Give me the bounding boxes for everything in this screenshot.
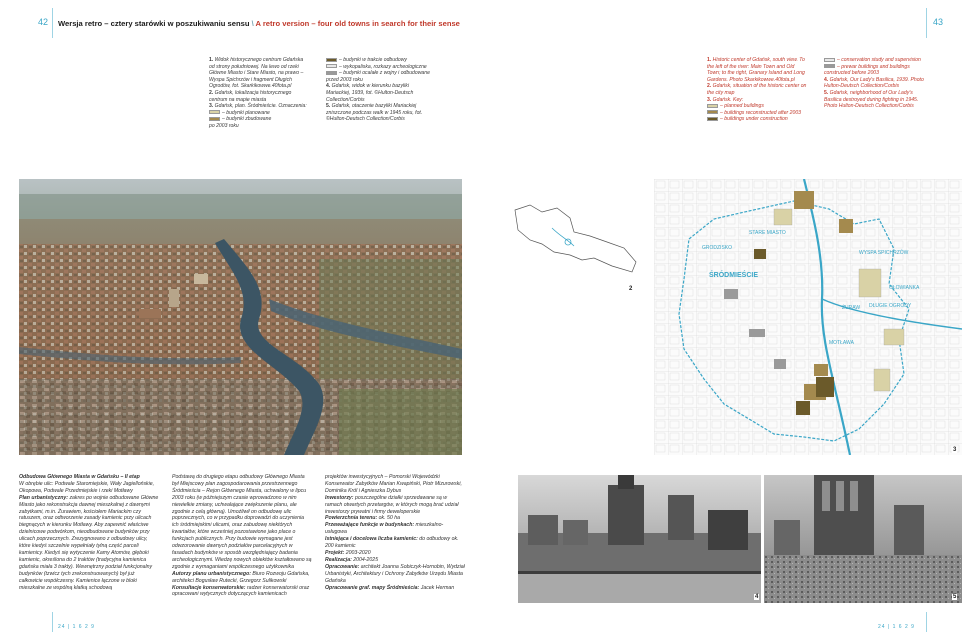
guide-line-right-bottom [926, 612, 927, 632]
map-label: ŻURAW [842, 305, 861, 311]
caption-legend-pl-1 [209, 110, 309, 130]
body-heading: Autorzy planu urbanistycznego: [172, 570, 251, 577]
legend-text: – wykopaliska, rozkazy archeologiczne [339, 63, 427, 70]
body-text: Jacek Herman [419, 584, 455, 591]
body-paragraph [19, 481, 159, 495]
body-heading: Plan urbanistyczny: [19, 494, 69, 501]
legend-swatch [209, 110, 220, 114]
body-paragraph [19, 495, 159, 592]
legend-text: – budynki w trakcie odbudowy [339, 57, 407, 63]
body-text: radzer konserwatorski oraz opracowani wytycznych dotyczących kamienicach [172, 584, 310, 598]
caption-column-3 [707, 57, 807, 123]
body-text: 2003-2020 [344, 549, 371, 556]
guide-line-right [926, 8, 927, 38]
caption-item [209, 90, 309, 103]
body-text: architekt Joanna Sobiczyk-Hornobin, Wydział Urbanistyki, Architektury i Ochrony Zabytków Urzędu Miasta Gdańska [325, 563, 465, 584]
caption-text: Gdańsk, lokalizacja historycznego centrum na mapie miasta [209, 89, 292, 103]
body-heading: Konsultacje konserwatorskie: [172, 584, 246, 591]
legend-item [326, 70, 431, 83]
body-text: ok. 50 ha [377, 515, 400, 522]
caption-item [707, 57, 807, 83]
caption-number: 5. [824, 89, 829, 96]
legend-text: – prewar buildings and buildings constructed before 2003 [824, 63, 910, 77]
caption-column-4 [824, 57, 928, 110]
legend-item [209, 123, 309, 130]
body-heading: Istniejąca i docelowa liczba kamienic: [325, 536, 418, 543]
title-separator: \ [249, 19, 256, 28]
legend-text: – conservation study and supervision [837, 57, 921, 63]
body-heading: Opracowanie graf. mapy Śródmieścia: [325, 584, 420, 591]
caption-number: 4. [824, 76, 829, 83]
body-paragraph [325, 474, 465, 495]
body-heading: Projekt: [325, 549, 345, 556]
caption-number: 4. [326, 83, 331, 90]
legend-item [209, 110, 309, 117]
caption-text: Gdańsk, situation of the historic center on the city map [707, 83, 807, 96]
guide-line-left-bottom [52, 612, 53, 632]
figure-number-4: 4 [755, 594, 759, 600]
page-number-left: 42 [38, 17, 49, 27]
legend-item [707, 116, 807, 123]
caption-list-en-1 [707, 57, 807, 103]
caption-text: Gdańsk. Key: [711, 96, 744, 103]
body-paragraph [19, 474, 159, 481]
caption-text: Gdańsk, widok w kierunku bazyliki Mariackiej, 1939, fot. ©Hulton-Deutsch Collection/Corbis [326, 83, 414, 103]
legend-swatch [824, 64, 835, 68]
body-heading: Inwestorzy: [325, 494, 354, 501]
body-text: do odbudowy ok. 200 kamienic [325, 536, 459, 550]
legend-text: – planned buildings [720, 103, 764, 110]
map-label: GRODZISKO [702, 245, 733, 251]
caption-item [209, 57, 309, 90]
legend-swatch [326, 64, 337, 68]
body-column-1 [19, 474, 159, 591]
map-label: STARE MIASTO [749, 230, 786, 236]
downtown-plan-map [654, 179, 962, 455]
body-paragraph [325, 564, 465, 585]
body-text: Biuro Rozwoju Gdańska, architekci Bogusław Rutecki, Grzegorz Sulikowski [172, 570, 310, 584]
legend-swatch [209, 117, 220, 121]
caption-number: 2. [707, 83, 712, 90]
body-text: 2004-2025 [351, 556, 379, 563]
body-paragraph [172, 571, 312, 585]
figure-number-2: 2 [629, 286, 633, 292]
caption-item [824, 77, 928, 90]
footer-left: 24 | 1 6 2 9 [58, 624, 95, 630]
caption-column-2 [326, 57, 431, 123]
legend-swatch [326, 71, 337, 75]
caption-text: Gdańsk, otaczenie bazyliki Mariackiej zniszczone podczas walk w 1945 roku, fot. ©Hulton-Deutsch Collection/Corbis [326, 103, 423, 123]
photo-basilica-ruins-1945 [764, 475, 962, 603]
aerial-photo-gdansk [19, 179, 462, 455]
legend-text: – budynki ocalałe z wojny i odbudowane przed 2003 roku [326, 70, 430, 83]
body-paragraph [325, 585, 465, 592]
legend-swatch [326, 58, 337, 62]
caption-number: 1. [209, 57, 214, 63]
map-label: DŁUGIE OGRODY [869, 303, 912, 309]
body-text: projektów inwestycyjnych – Pomorski Wojewódzki Konserwator Zabytków Marian Kwapiński, Piotr Mizurowski, Dominika Król i Agnieszka Dybus [325, 474, 462, 494]
caption-legend-pl-2 [326, 57, 431, 83]
caption-text: Gdańsk, Our Lady's Basilica, 1939. Photo Hulton-Deutsch Collection/Corbis [824, 76, 924, 90]
caption-item [209, 103, 309, 110]
legend-item [824, 57, 928, 64]
legend-text: – buildings under construction [720, 116, 788, 123]
footer-right: 24 | 1 6 2 9 [878, 624, 915, 630]
body-heading: Powierzchnia terenu: [325, 515, 378, 522]
body-paragraph [325, 495, 465, 516]
guide-line-left [52, 8, 53, 38]
body-paragraph [325, 557, 465, 564]
body-column-2 [172, 474, 312, 598]
page-number-right: 43 [933, 17, 944, 27]
body-paragraph [325, 550, 465, 557]
body-text: zakres po wojnie odbudowane Główne Miasto jako rekonstrukcja dawnej mieszkalnej z dawnymi zabytkami, m.in. Żurawiem, kościołem Mariackim czy ratuszem, oraz odtworzenie zasady kamienic przy ulicach biegnących w kierunku Motławy. Aby zapewnić właściwe dzielnicowe podwórkom, nieodbudowane budynków przy ulicach poprzecznych. Zrezygnowano z odbudowy ulicy, które kiedyś szczelnie wypełniały tylną część parceli kamienicy. Kiedyś się wytyczenie Kamy Atomów, głęboki kamienic, określona do 2 traktów (tradycyjna kamienica gdańska miała 3 trakty). Wewnętrzny podział funkcjonalny budynków (tzwicz tych zrekonstruowanych) był już całkowicie współczesny. Kamienice łączone w bloki mieszkalne ze wspólną klatką schodową [19, 494, 159, 591]
caption-item [326, 103, 431, 123]
body-heading: Odbudowa Głównego Miasta w Gdańsku – II etap [19, 474, 140, 480]
body-heading: Opracowanie: [325, 563, 360, 570]
body-paragraph [325, 515, 465, 522]
legend-swatch [707, 104, 718, 108]
caption-column-1 [209, 57, 309, 130]
caption-number: 3. [209, 103, 214, 110]
caption-text: Historic center of Gdańsk, south view. To the left of the river: Main Town and Old Town; to the right, Granary Island and Long Gardens. Photo Skarkikowwe.40fota.pl [707, 57, 805, 83]
caption-list-pl-1 [209, 57, 309, 110]
caption-item [326, 83, 431, 103]
body-text: W obrębie ulic: Podwale Staromiejskie, Wały Jagiellońskie, Okopowa, Podwale Przedmiejskie i rzeki Motławy [19, 480, 155, 494]
legend-swatch [824, 58, 835, 62]
caption-legend-en-1 [707, 103, 807, 123]
map-label: ŚRÓDMIEŚCIE [709, 272, 759, 279]
legend-item [707, 103, 807, 110]
caption-number: 3. [707, 96, 712, 103]
caption-text: Gdańsk, neighborhood of Our Lady's Basilica destroyed during fighting in 1945. Photo Hulton-Deutsch Collection/Corbis [824, 89, 919, 110]
caption-item [824, 90, 928, 110]
body-text: Podstawą do drugiego etapu odbudowy Głównego Miasta był Miejscowy plan zagospodarowania przestrzennego Śródmieścia – Rejon Głównego Miasta, uchwalony w lipcu 2003 roku (w późniejszym czasie wprowadzono w nim niewielkie zmiany, uchwalające zwiększenie planu, ale zgodnie z celą główną). Umożliwił on odbudowę ulic poprzecznych, co w przypadku doprowadzi do uczynienia ich śródmiejskimi ulicami, oraz zabudowę niektórych kwartałów, które wcześniej pozostawione jako place o funkcjach publicznych. Przy budowie wymagane jest odwzorowanie dawnych podziałów parcelacyjnych w fasadach budynków w sposób uwzględniający badania archeologicznymi. Wiedzę nowych obiektów kształtowano są zgodnie z wymaganiami współczesnego użytkownika [172, 474, 312, 570]
body-column-3 [325, 474, 465, 591]
caption-text: Gdańsk, plan. Śródmieście. Oznaczenia: [213, 103, 307, 110]
figure-number-5: 5 [953, 594, 957, 600]
map-label: OŁOWIANKA [889, 285, 920, 291]
legend-item [824, 64, 928, 77]
body-heading: Realizacja: [325, 556, 352, 563]
title-polish: Wersja retro – cztery starówki w poszukiwaniu sensu [58, 19, 250, 28]
map-label: MOTŁAWA [829, 340, 854, 346]
legend-item [209, 116, 309, 123]
legend-swatch [707, 117, 718, 121]
legend-text: – budynki planowane [222, 109, 270, 116]
legend-text: – buildings reconstructed after 2003 [720, 109, 801, 116]
caption-item [707, 97, 807, 104]
figure-number-3: 3 [953, 447, 957, 453]
caption-item [707, 83, 807, 96]
legend-swatch [707, 110, 718, 114]
caption-text: Widok historycznego centrum Gdańska od strony południowej. Na lewo od rzeki Główne Miasto i Stare Miasto, na prawo – Wyspa Spichrzów i fragment Długich Ogrodów, fot. Skarkikowwe.40fota.pl [209, 57, 304, 90]
photo-basilica-1939 [518, 475, 761, 603]
title-english: A retro version – four old towns in search for their sense [255, 19, 460, 28]
legend-text: po 2003 roku [209, 122, 239, 129]
body-paragraph [325, 522, 465, 536]
map-label: WYSPA SPICHRZÓW [859, 250, 909, 256]
legend-item [707, 110, 807, 117]
caption-number: 1. [707, 57, 712, 63]
city-outline-map [512, 200, 640, 282]
body-paragraph [172, 585, 312, 599]
legend-text: – budynki zbudowane [222, 116, 272, 123]
body-heading: Przeważające funkcje w budynkach: [325, 522, 415, 529]
caption-list-en-2 [824, 77, 928, 110]
body-text: poszczególne działki sprzedawane są w ramach otwartych przetargów, w których mogą brać udział inwestorzy prywatni i firmy deweloperskie [325, 494, 459, 515]
body-paragraph [172, 474, 312, 571]
body-text: mieszkalno-usługowa [325, 522, 444, 536]
caption-legend-en-2 [824, 57, 928, 77]
body-paragraph [325, 536, 465, 550]
legend-item [326, 64, 431, 71]
legend-item [326, 57, 431, 64]
caption-list-pl-2 [326, 83, 431, 123]
page-title [58, 19, 460, 28]
caption-number: 2. [209, 89, 214, 96]
caption-number: 5. [326, 103, 331, 110]
